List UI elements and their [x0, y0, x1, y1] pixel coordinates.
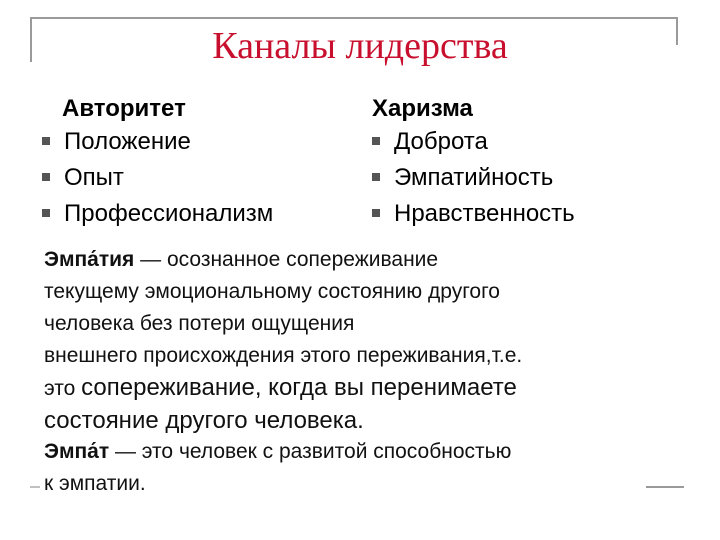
charisma-column — [372, 94, 575, 232]
square-bullet-icon — [372, 209, 380, 217]
slide-title: Каналы лидерства — [212, 25, 508, 67]
empath-text: — это человек с развитой способностью — [109, 440, 512, 463]
empath-definition — [44, 436, 684, 500]
charisma-item-label: Нравственность — [394, 200, 575, 227]
authority-item-label: Опыт — [64, 164, 124, 191]
empath-term: Эмпа́т — [44, 440, 110, 463]
authority-item — [42, 196, 273, 232]
authority-item — [42, 124, 273, 160]
empathy-line — [44, 372, 684, 405]
empathy-line: человека без потери ощущения — [44, 312, 355, 335]
authority-item-label: Положение — [64, 128, 191, 155]
empathy-text: — осознанное сопереживание — [134, 248, 439, 271]
empath-line: к эмпатии. — [44, 472, 146, 495]
empath-line — [44, 436, 684, 468]
authority-item — [42, 160, 273, 196]
empathy-emphasis-line: состояние другого человека. — [44, 407, 364, 434]
empathy-term: Эмпа́тия — [44, 248, 135, 271]
authority-item-label: Профессионализм — [64, 200, 274, 227]
charisma-item-label: Доброта — [394, 128, 488, 155]
empathy-line: текущему эмоциональному состоянию другого — [44, 280, 500, 303]
charisma-item — [372, 124, 575, 160]
square-bullet-icon — [372, 137, 380, 145]
square-bullet-icon — [372, 173, 380, 181]
frame-bottom-left-line — [30, 486, 40, 488]
charisma-item-label: Эмпатийность — [394, 164, 554, 191]
charisma-item — [372, 196, 575, 232]
empathy-line: внешнего происхождения этого переживания,т.е. — [44, 344, 523, 367]
authority-column — [42, 94, 273, 232]
empathy-line — [44, 244, 684, 276]
empathy-text: это — [44, 377, 82, 400]
square-bullet-icon — [42, 209, 50, 217]
square-bullet-icon — [42, 173, 50, 181]
frame-top-line — [30, 17, 678, 19]
empathy-emphasis: сопереживание, когда вы перенимаете — [81, 374, 517, 401]
authority-heading: Авторитет — [62, 95, 186, 122]
square-bullet-icon — [42, 137, 50, 145]
charisma-item — [372, 160, 575, 196]
charisma-heading: Харизма — [372, 95, 473, 122]
empathy-definition — [44, 244, 684, 437]
